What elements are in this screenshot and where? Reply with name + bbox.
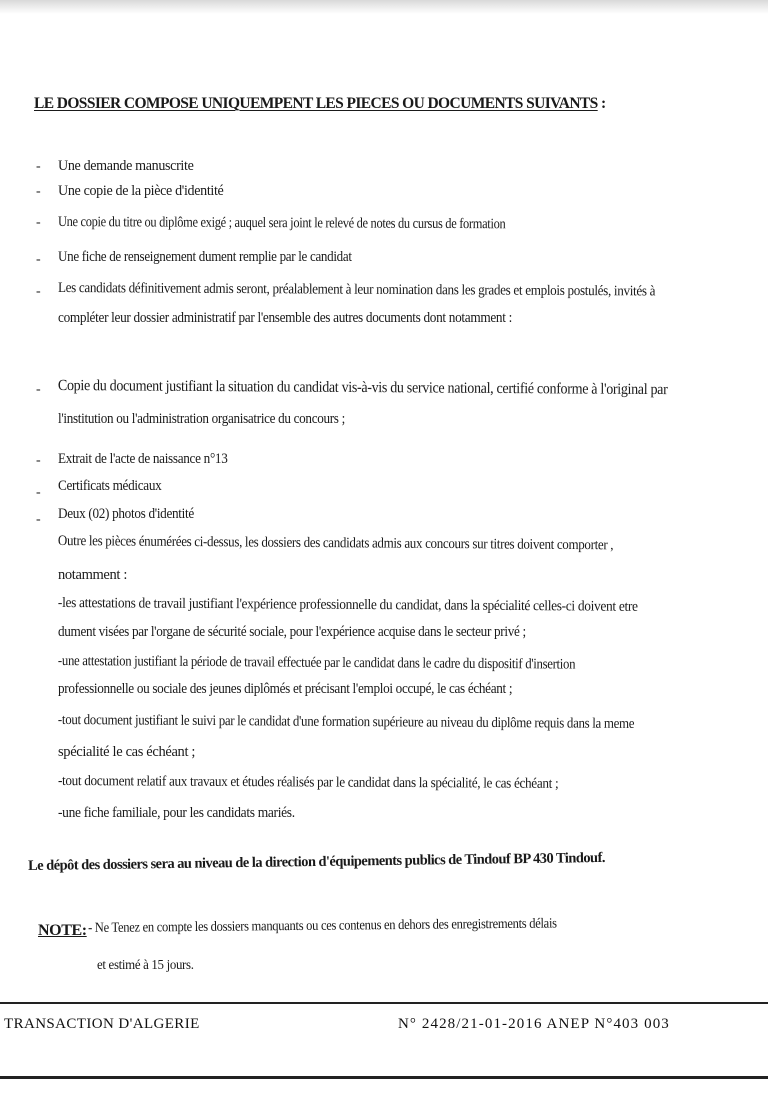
- paragraph-line: -tout document relatif aux travaux et études réalisés par le candidat dans la spécialité, le cas échéant ;: [57, 773, 559, 792]
- heading-text: LE DOSSIER COMPOSE UNIQUEMPENT LES PIECES OU DOCUMENTS SUIVANTS: [34, 95, 598, 112]
- paragraph-line: -les attestations de travail justifiant l'expérience professionnelle du candidat, dans la spécialité celles-ci doivent etre: [57, 595, 638, 615]
- list-bullet: -: [36, 284, 41, 299]
- list-item: Une demande manuscrite: [58, 158, 194, 174]
- list-item-continuation: compléter leur dossier administratif par l'ensemble des autres documents dont notamment :: [58, 310, 512, 326]
- paragraph-line: -une fiche familiale, pour les candidats mariés.: [58, 805, 295, 821]
- footer-bottom-rule: [0, 1076, 768, 1079]
- document-heading: [34, 95, 606, 113]
- list-item: Deux (02) photos d'identité: [58, 506, 194, 522]
- note-label: NOTE:: [38, 922, 87, 939]
- paragraph-line: -une attestation justifiant la période de travail effectuée par le candidat dans le cadre du dispositif d'insertion: [57, 653, 576, 673]
- list-bullet: -: [36, 453, 41, 468]
- paragraph-line: dument visées par l'organe de sécurité sociale, pour l'expérience acquise dans le secteur privé ;: [58, 624, 526, 640]
- list-item-continuation: l'institution ou l'administration organisatrice du concours ;: [58, 411, 345, 427]
- footer-top-rule: [0, 1002, 768, 1004]
- heading-colon: :: [597, 95, 606, 112]
- footer-reference: N° 2428/21-01-2016 ANEP N°403 003: [398, 1016, 670, 1032]
- list-bullet: -: [36, 159, 41, 174]
- paragraph-line: -tout document justifiant le suivi par le candidat d'une formation supérieure au niveau du diplôme requis dans la meme: [57, 712, 635, 732]
- paragraph-line: Outre les pièces énumérées ci-dessus, les dossiers des candidats admis aux concours sur titres doivent comporter ,: [57, 533, 614, 554]
- list-bullet: -: [36, 512, 41, 527]
- list-item: Une copie du titre ou diplôme exigé ; auquel sera joint le relevé de notes du cursus de formation: [57, 213, 506, 233]
- list-bullet: -: [36, 252, 41, 267]
- list-bullet: -: [36, 382, 41, 397]
- list-item: Copie du document justifiant la situation du candidat vis-à-vis du service national, certifié conforme à l'original par: [57, 377, 668, 399]
- list-bullet: -: [36, 215, 41, 230]
- list-bullet: -: [36, 184, 41, 199]
- list-item: Une fiche de renseignement dument remplie par le candidat: [58, 249, 352, 265]
- paragraph-line: professionnelle ou sociale des jeunes diplômés et précisant l'emploi occupé, le cas échéant ;: [58, 681, 513, 697]
- paragraph-line: notamment :: [58, 567, 128, 583]
- list-item: Certificats médicaux: [58, 478, 162, 494]
- list-bullet: -: [36, 485, 41, 500]
- note-text-continued: et estimé à 15 jours.: [97, 958, 194, 973]
- list-item: Les candidats définitivement admis seront, préalablement à leur nomination dans les grades et emplois postulés, invités à: [57, 280, 656, 300]
- note-text: - Ne Tenez en compte les dossiers manquants ou ces contenus en dehors des enregistrements délais: [88, 916, 557, 936]
- depot-statement: Le dépôt des dossiers sera au niveau de la direction d'équipements publics de Tindouf BP 430 Tindouf.: [28, 849, 605, 874]
- list-item: Une copie de la pièce d'identité: [58, 183, 224, 199]
- list-item: Extrait de l'acte de naissance n°13: [58, 451, 228, 467]
- footer-publication: TRANSACTION D'ALGERIE: [4, 1016, 200, 1032]
- paragraph-line: spécialité le cas échéant ;: [58, 744, 196, 760]
